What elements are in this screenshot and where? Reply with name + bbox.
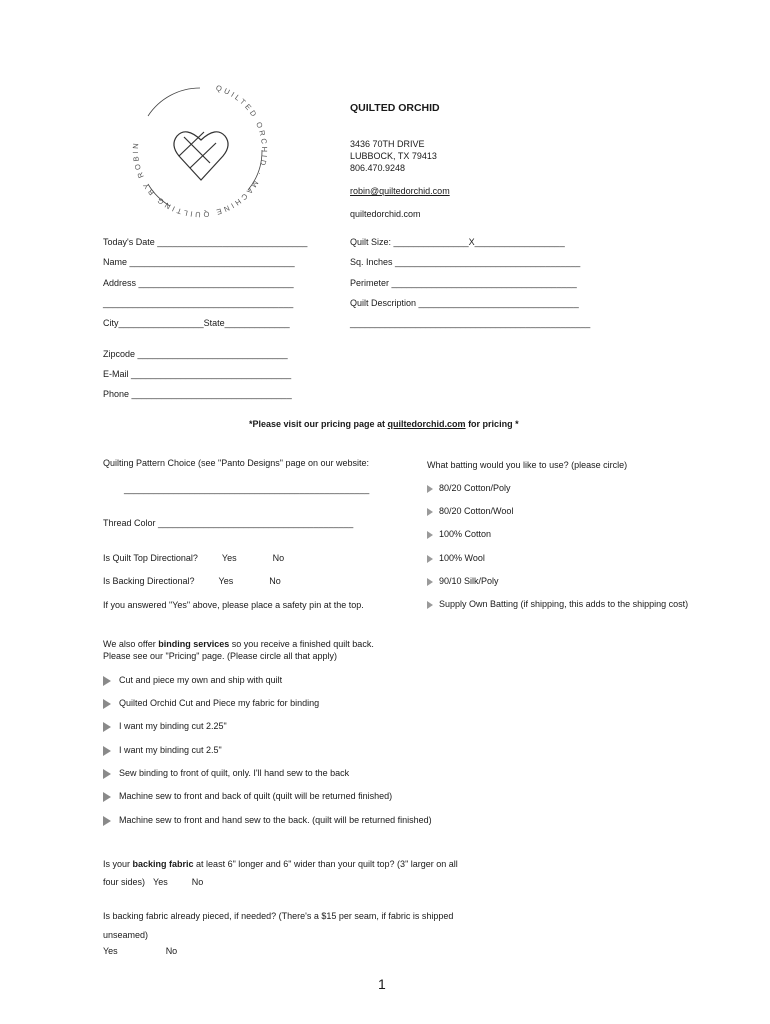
- sq-inches-field[interactable]: Sq. Inches _____________________________________: [350, 257, 581, 267]
- binding-option[interactable]: Quilted Orchid Cut and Piece my fabric for binding: [103, 698, 319, 709]
- backing-pieced-answers: [103, 946, 177, 955]
- safety-pin-note: If you answered "Yes" above, please place a safety pin at the top.: [103, 600, 364, 610]
- backing-fabric-question-line2: four sides) Yes No: [103, 877, 204, 887]
- binding-option[interactable]: Sew binding to front of quilt, only. I'll hand sew to the back: [103, 768, 349, 779]
- batting-question: What batting would you like to use? (please circle): [427, 460, 628, 470]
- bullet-arrow-icon: [427, 508, 433, 516]
- quilt-description-line2[interactable]: ________________________________________________: [350, 318, 591, 328]
- business-address-line1: 3436 70TH DRIVE: [350, 139, 425, 149]
- pricing-link[interactable]: quiltedorchid.com: [387, 419, 466, 429]
- backing-yes[interactable]: Yes: [153, 877, 168, 887]
- bullet-arrow-icon: [427, 601, 433, 609]
- bullet-arrow-icon: [427, 485, 433, 493]
- bullet-arrow-icon: [103, 699, 111, 709]
- quilt-description-field[interactable]: Quilt Description ________________________________: [350, 298, 579, 308]
- binding-option[interactable]: Cut and piece my own and ship with quilt: [103, 675, 282, 686]
- backing-directional: Is Backing Directional? Yes No: [103, 576, 281, 586]
- bullet-arrow-icon: [103, 676, 111, 686]
- batting-option[interactable]: 100% Cotton: [427, 529, 491, 539]
- batting-option[interactable]: 90/10 Silk/Poly: [427, 576, 499, 586]
- binding-option[interactable]: I want my binding cut 2.25": [103, 721, 227, 732]
- thread-color-field[interactable]: Thread Color _______________________________________: [103, 518, 354, 528]
- batting-option[interactable]: 80/20 Cotton/Poly: [427, 483, 511, 493]
- bullet-arrow-icon: [427, 531, 433, 539]
- binding-intro: We also offer binding services so you receive a finished quilt back.: [103, 639, 374, 649]
- logo-ring-text: QUILTED ORCHID · MACHINE QUILTING BY ROBIN: [130, 83, 269, 220]
- bullet-arrow-icon: [427, 555, 433, 563]
- backing-no[interactable]: No: [191, 877, 204, 887]
- bullet-arrow-icon: [103, 816, 111, 826]
- batting-option[interactable]: 100% Wool: [427, 553, 485, 563]
- binding-option[interactable]: Machine sew to front and back of quilt (quilt will be returned finished): [103, 791, 392, 802]
- pieced-no[interactable]: No: [165, 946, 178, 955]
- todays-date-field[interactable]: Today's Date ______________________________: [103, 237, 308, 247]
- address-line2-field[interactable]: ______________________________________: [103, 298, 294, 308]
- bullet-arrow-icon: [103, 792, 111, 802]
- batting-option[interactable]: Supply Own Batting (if shipping, this adds to the shipping cost): [427, 599, 688, 609]
- perimeter-field[interactable]: Perimeter _____________________________________: [350, 278, 577, 288]
- business-email-link[interactable]: robin@quiltedorchid.com: [350, 186, 450, 196]
- business-address-line2: LUBBOCK, TX 79413: [350, 151, 437, 161]
- bullet-arrow-icon: [103, 769, 111, 779]
- name-field[interactable]: Name _________________________________: [103, 257, 295, 267]
- address-field[interactable]: Address _______________________________: [103, 278, 294, 288]
- page-number: 1: [378, 976, 386, 992]
- binding-option[interactable]: I want my binding cut 2.5": [103, 745, 222, 756]
- business-phone: 806.470.9248: [350, 163, 406, 173]
- logo: [120, 70, 280, 230]
- zipcode-field[interactable]: Zipcode ______________________________: [103, 349, 288, 359]
- top-dir-yes[interactable]: Yes: [221, 553, 237, 563]
- binding-intro-line2: Please see our "Pricing" page. (Please circle all that apply): [103, 651, 338, 661]
- bullet-arrow-icon: [103, 722, 111, 732]
- bullet-arrow-icon: [103, 746, 111, 756]
- pricing-note: *Please visit our pricing page at quiltedorchid.com for pricing *: [249, 419, 519, 429]
- email-field[interactable]: E-Mail ________________________________: [103, 369, 292, 379]
- phone-field[interactable]: Phone ________________________________: [103, 389, 292, 399]
- quilt-size-field[interactable]: Quilt Size: _______________X__________________: [350, 237, 565, 247]
- quilt-top-directional: Is Quilt Top Directional? Yes No: [103, 553, 285, 563]
- bullet-arrow-icon: [427, 578, 433, 586]
- business-website: quiltedorchid.com: [350, 209, 421, 219]
- city-state-field[interactable]: City_________________State_____________: [103, 318, 290, 328]
- pieced-yes[interactable]: Yes: [103, 946, 118, 955]
- business-name: QUILTED ORCHID: [350, 102, 440, 114]
- backing-pieced-question-line2: unseamed): [103, 930, 149, 940]
- heart-icon: [174, 132, 228, 180]
- binding-option[interactable]: Machine sew to front and hand sew to the back. (quilt will be returned finished): [103, 815, 432, 826]
- top-dir-no[interactable]: No: [272, 553, 285, 563]
- pattern-choice-label: Quilting Pattern Choice (see "Panto Designs" page on our website:: [103, 458, 370, 468]
- backing-fabric-question: Is your backing fabric at least 6" longer and 6" wider than your quilt top? (3" larger on all: [103, 859, 458, 869]
- pattern-choice-line[interactable]: _________________________________________________: [124, 484, 370, 494]
- batting-option[interactable]: 80/20 Cotton/Wool: [427, 506, 513, 516]
- backing-pieced-question: Is backing fabric already pieced, if needed? (There's a $15 per seam, if fabric is shipped: [103, 911, 454, 921]
- back-dir-no[interactable]: No: [269, 576, 281, 586]
- back-dir-yes[interactable]: Yes: [218, 576, 234, 586]
